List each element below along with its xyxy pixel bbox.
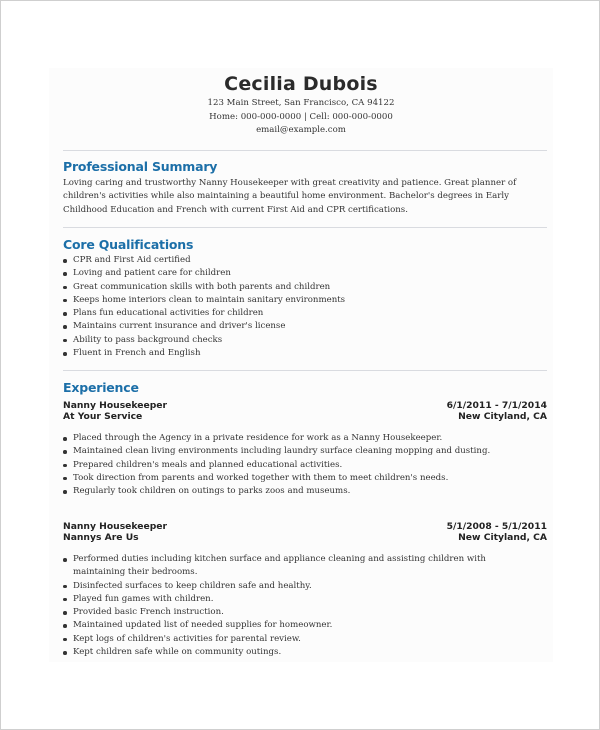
job-header	[63, 521, 547, 543]
summary-text: Loving caring and trustworthy Nanny Housekeeper with great creativity and patience. Great planner of children's activities while also maintaining a beautiful home environment. Bachelor's degrees in Early Childhood Education and French with current First Aid and CPR certifications.	[63, 178, 517, 215]
bullet-icon	[63, 624, 67, 628]
bullet-icon	[63, 272, 67, 276]
job-location: New Cityland, CA	[458, 532, 547, 543]
list-item: Plans fun educational activities for children	[63, 307, 345, 320]
bullet-icon	[63, 490, 67, 494]
list-item: Disinfected surfaces to keep children safe and healthy.	[63, 580, 533, 593]
bullet-icon	[63, 558, 67, 562]
bullet-icon	[63, 299, 67, 303]
job-duties-list	[63, 553, 533, 659]
bullet-icon	[63, 352, 67, 356]
resume-header	[49, 68, 553, 138]
bullet-icon	[63, 450, 67, 454]
bullet-icon	[63, 464, 67, 468]
list-item: Ability to pass background checks	[63, 334, 345, 347]
divider	[63, 150, 547, 151]
job-company: Nannys Are Us	[63, 532, 139, 543]
job-header	[63, 400, 547, 422]
job-duties-list	[63, 432, 490, 498]
list-item: Maintains current insurance and driver's license	[63, 320, 345, 333]
job-dates: 5/1/2008 - 5/1/2011	[446, 521, 547, 532]
list-item: Took direction from parents and worked together with them to meet children's needs.	[63, 472, 490, 485]
job-company: At Your Service	[63, 411, 143, 422]
bullet-icon	[63, 477, 67, 481]
section-title-experience: Experience	[63, 380, 139, 395]
divider	[63, 370, 547, 371]
list-item: Maintained updated list of needed supplies for homeowner.	[63, 619, 533, 632]
job-title: Nanny Housekeeper	[63, 400, 168, 411]
list-item: CPR and First Aid certified	[63, 254, 345, 267]
email-address: email@example.com	[256, 125, 346, 135]
bullet-icon	[63, 259, 67, 263]
list-item: Prepared children's meals and planned educational activities.	[63, 459, 490, 472]
candidate-name: Cecilia Dubois	[224, 73, 378, 95]
list-item: Kept children safe while on community outings.	[63, 646, 533, 659]
bullet-icon	[63, 437, 67, 441]
bullet-icon	[63, 286, 67, 290]
section-title-summary: Professional Summary	[63, 159, 218, 174]
bullet-icon	[63, 325, 67, 329]
resume-page	[49, 68, 553, 662]
job-title: Nanny Housekeeper	[63, 521, 168, 532]
bullet-icon	[63, 651, 67, 655]
list-item: Performed duties including kitchen surface and appliance cleaning and assisting children with maintaining their bedrooms.	[63, 553, 533, 580]
list-item: Placed through the Agency in a private residence for work as a Nanny Housekeeper.	[63, 432, 490, 445]
job-location: New Cityland, CA	[458, 411, 547, 422]
phone-numbers: Home: 000-000-0000 | Cell: 000-000-0000	[209, 111, 393, 122]
list-item: Provided basic French instruction.	[63, 606, 533, 619]
list-item: Great communication skills with both parents and children	[63, 281, 345, 294]
bullet-icon	[63, 598, 67, 602]
bullet-icon	[63, 339, 67, 343]
divider	[63, 227, 547, 228]
list-item: Fluent in French and English	[63, 347, 345, 360]
list-item: Loving and patient care for children	[63, 267, 345, 280]
job-dates: 6/1/2011 - 7/1/2014	[446, 400, 547, 411]
list-item: Played fun games with children.	[63, 593, 533, 606]
bullet-icon	[63, 611, 67, 615]
bullet-icon	[63, 585, 67, 589]
list-item: Maintained clean living environments including laundry surface cleaning mopping and dusting.	[63, 445, 490, 458]
address: 123 Main Street, San Francisco, CA 94122	[207, 98, 395, 108]
list-item: Keeps home interiors clean to maintain sanitary environments	[63, 294, 345, 307]
list-item: Kept logs of children's activities for parental review.	[63, 633, 533, 646]
qualifications-list	[63, 254, 345, 360]
bullet-icon	[63, 312, 67, 316]
section-title-qualifications: Core Qualifications	[63, 237, 194, 252]
bullet-icon	[63, 638, 67, 642]
list-item: Regularly took children on outings to parks zoos and museums.	[63, 485, 490, 498]
